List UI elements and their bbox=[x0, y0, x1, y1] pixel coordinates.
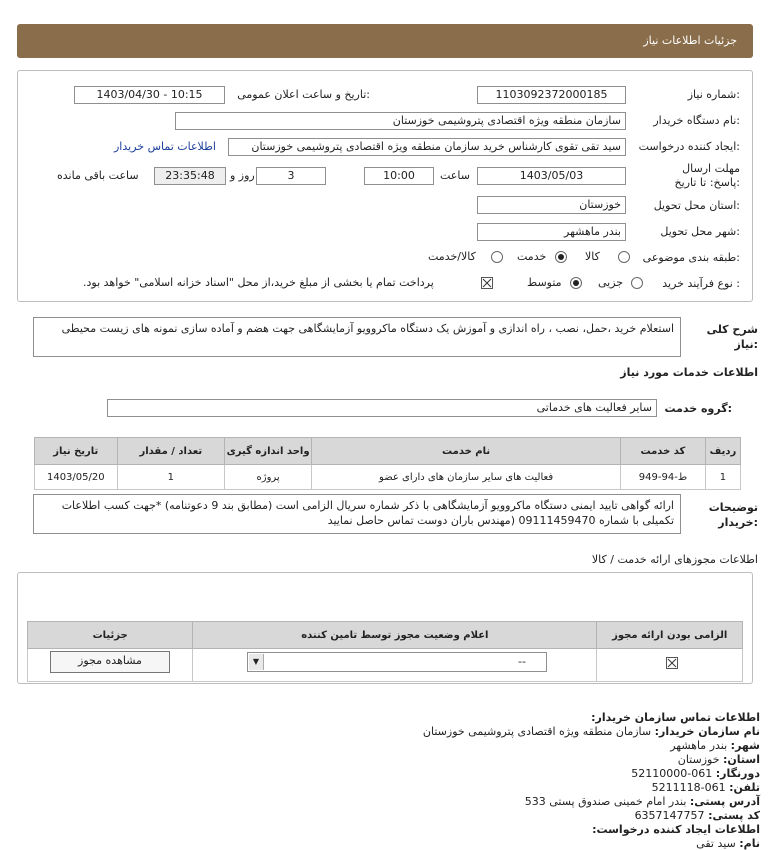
checkbox-cross-icon bbox=[667, 658, 677, 668]
category-radio-both[interactable] bbox=[491, 251, 503, 263]
need-number-field: 1103092372000185 bbox=[477, 86, 626, 104]
deadline-label: مهلت ارسال پاسخ: تا تاریخ: bbox=[674, 162, 740, 189]
buyer-contact-province bbox=[678, 753, 760, 766]
name-label: نام: bbox=[739, 837, 760, 850]
cell-unit: پروژه bbox=[225, 465, 312, 490]
category-option-service: خدمت bbox=[517, 250, 547, 263]
treasury-checkbox[interactable] bbox=[481, 277, 493, 289]
phone-label: تلفن: bbox=[729, 781, 760, 794]
postal-label: کد پستی: bbox=[708, 809, 760, 822]
address-value: بندر امام خمینی صندوق پستی 533 bbox=[524, 795, 687, 808]
col-qty: تعداد / مقدار bbox=[117, 438, 224, 465]
deadline-time-field: 10:00 bbox=[364, 167, 434, 185]
services-table-header bbox=[35, 438, 741, 465]
page-title: جزئیات اطلاعات نیاز bbox=[643, 34, 737, 47]
process-option-minor: جزیی bbox=[598, 276, 624, 289]
cell-name: فعالیت های سایر سازمان های دارای عضو bbox=[312, 465, 621, 490]
postal-value: 6357147757 bbox=[634, 809, 705, 822]
description-text: استعلام خرید ،حمل، نصب ، راه اندازی و آموزش یک دستگاه ماکروویو آزمایشگاهی جهت هضم و آماده سازی نمونه های زیست محیطی bbox=[33, 317, 681, 357]
remaining-time-field: 23:35:48 bbox=[154, 167, 226, 185]
city-label: شهر محل تحویل: bbox=[660, 225, 740, 238]
permits-table-header bbox=[28, 622, 743, 649]
need-number-label: شماره نیاز: bbox=[687, 88, 740, 101]
buyer-contact-phone bbox=[652, 781, 760, 794]
service-group-label: گروه خدمت: bbox=[664, 402, 732, 415]
view-permit-button[interactable]: مشاهده مجوز bbox=[50, 651, 170, 673]
address-label: آدرس پستی: bbox=[689, 795, 760, 808]
service-group-field: سایر فعالیت های خدماتی bbox=[107, 399, 657, 417]
category-radio-goods[interactable] bbox=[618, 251, 630, 263]
description-label: شرح کلی نیاز: bbox=[706, 323, 758, 351]
city-value: بندر ماهشهر bbox=[670, 739, 728, 752]
province-label: استان محل تحویل: bbox=[653, 199, 740, 212]
category-label: طبقه بندی موضوعی: bbox=[642, 251, 740, 264]
buyer-contact-address bbox=[525, 795, 760, 808]
remaining-label: ساعت باقی مانده bbox=[57, 169, 139, 182]
province-field: خوزستان bbox=[477, 196, 626, 214]
col-details: جزئیات bbox=[28, 622, 193, 649]
services-section-title: اطلاعات خدمات مورد نیاز bbox=[620, 366, 758, 379]
creator-contact-title: اطلاعات ایجاد کننده درخواست: bbox=[592, 823, 760, 836]
need-details-panel bbox=[17, 70, 753, 302]
buyer-contact-city bbox=[670, 739, 760, 752]
city-field: بندر ماهشهر bbox=[477, 223, 626, 241]
announce-field: 1403/04/30 - 10:15 bbox=[74, 86, 225, 104]
buyer-contact-postal bbox=[635, 809, 760, 822]
fax-label: دورنگار: bbox=[715, 767, 760, 780]
permits-section-title: اطلاعات مجوزهای ارائه خدمت / کالا bbox=[591, 553, 758, 566]
services-table bbox=[34, 437, 741, 490]
phone-value: 061-5211118 bbox=[651, 781, 726, 794]
category-option-both: کالا/خدمت bbox=[428, 250, 476, 263]
category-radio-service[interactable] bbox=[555, 251, 567, 263]
cell-date: 1403/05/20 bbox=[35, 465, 118, 490]
name-value: سید تقی bbox=[696, 837, 736, 850]
fax-value: 061-52110000 bbox=[631, 767, 713, 780]
org-value: سازمان منطقه ویژه اقتصادی پتروشیمی خوزستان bbox=[422, 725, 652, 738]
table-row bbox=[35, 465, 741, 490]
process-label: نوع فرآیند خرید : bbox=[662, 277, 740, 290]
buyer-org-field: سازمان منطقه ویژه اقتصادی پتروشیمی خوزستان bbox=[175, 112, 626, 130]
col-unit: واحد اندازه گیری bbox=[225, 438, 312, 465]
buyer-contact-fax bbox=[631, 767, 760, 780]
header-bar bbox=[17, 24, 753, 58]
col-code: کد خدمت bbox=[621, 438, 706, 465]
col-name: نام خدمت bbox=[312, 438, 621, 465]
buyer-contact-link[interactable]: اطلاعات تماس خریدار bbox=[114, 140, 216, 153]
checkbox-cross-icon bbox=[482, 278, 492, 288]
process-option-medium: متوسط bbox=[527, 276, 562, 289]
days-field: 3 bbox=[256, 167, 326, 185]
city-label: شهر: bbox=[730, 739, 760, 752]
cell-qty: 1 bbox=[117, 465, 224, 490]
buyer-org-label: نام دستگاه خریدار: bbox=[653, 114, 740, 127]
payment-note: پرداخت تمام یا بخشی از مبلغ خرید،از محل "اسناد خزانه اسلامی" خواهد بود. bbox=[83, 276, 434, 289]
buyer-notes-text: ارائه گواهی تایید ایمنی دستگاه ماکروویو آزمایشگاهی با ذکر شماره سریال الزامی است (مطابق بند 9 دعوتنامه) *جهت کسب اطلاعات تکمیلی با شماره 09111459470 (مهندس باران دوست تماس حاصل نمایید bbox=[33, 494, 681, 534]
permit-required-checkbox bbox=[666, 657, 678, 669]
days-label: روز و bbox=[230, 169, 255, 182]
process-radio-medium[interactable] bbox=[570, 277, 582, 289]
creator-field: سید تقی تقوی کارشناس خرید سازمان منطقه ویژه اقتصادی پتروشیمی خوزستان bbox=[228, 138, 626, 156]
org-label: نام سازمان خریدار: bbox=[654, 725, 760, 738]
permits-panel bbox=[17, 572, 753, 684]
province-value: خوزستان bbox=[677, 753, 720, 766]
permit-status-value: -- bbox=[518, 655, 526, 668]
creator-label: ایجاد کننده درخواست: bbox=[638, 140, 740, 153]
creator-contact-name bbox=[696, 837, 760, 850]
deadline-date-field: 1403/05/03 bbox=[477, 167, 626, 185]
buyer-notes-label: توضیحات خریدار: bbox=[708, 501, 758, 529]
cell-index: 1 bbox=[705, 465, 740, 490]
cell-code: ط-94-949 bbox=[621, 465, 706, 490]
buyer-contact-org bbox=[423, 725, 760, 738]
permit-status-select[interactable] bbox=[247, 652, 547, 672]
province-label: استان: bbox=[723, 753, 760, 766]
col-index: ردیف bbox=[705, 438, 740, 465]
process-radio-minor[interactable] bbox=[631, 277, 643, 289]
col-required: الزامی بودن ارائه مجوز bbox=[597, 622, 743, 649]
buyer-contact-title: اطلاعات تماس سازمان خریدار: bbox=[591, 711, 760, 724]
category-option-goods: کالا bbox=[585, 250, 600, 263]
col-status: اعلام وضعیت مجوز توسط تامین کننده bbox=[193, 622, 597, 649]
announce-label: تاریخ و ساعت اعلان عمومی: bbox=[237, 88, 370, 101]
col-date: تاریخ نیاز bbox=[35, 438, 118, 465]
deadline-time-label: ساعت bbox=[440, 169, 470, 182]
chevron-down-icon: ▼ bbox=[249, 654, 264, 670]
